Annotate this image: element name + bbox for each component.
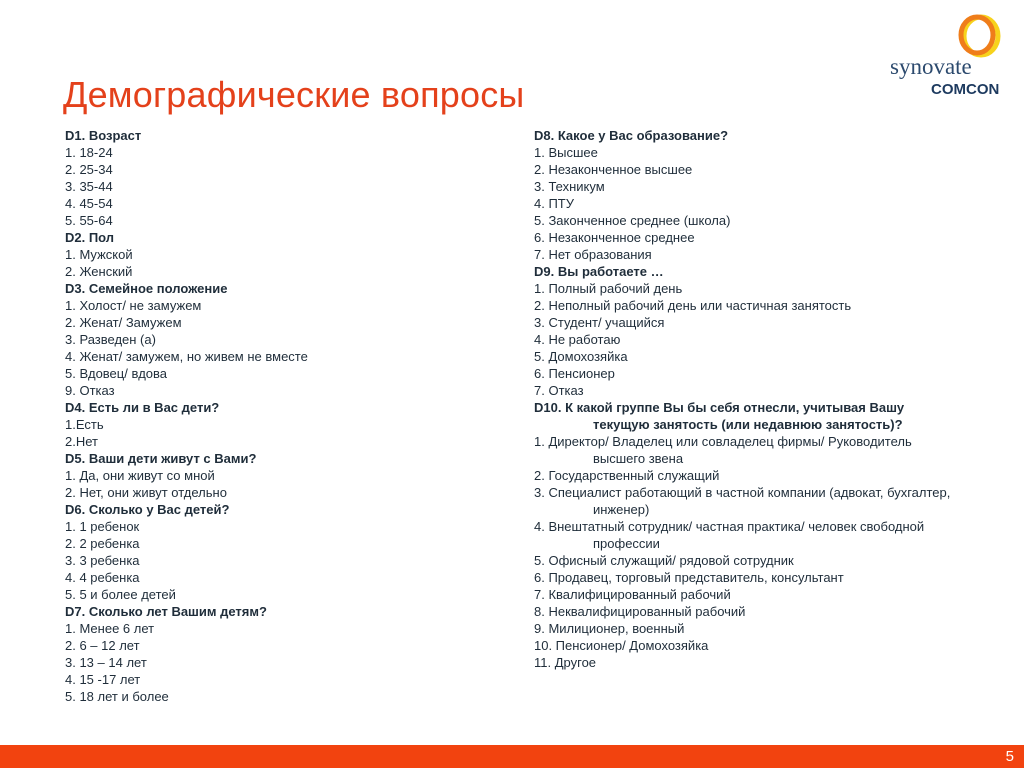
answer-option: 5. Законченное среднее (школа): [534, 213, 731, 228]
svg-text:COMCON: COMCON: [931, 81, 1000, 98]
answer-option: профессии: [593, 536, 660, 551]
answer-option: 3. 3 ребенка: [65, 553, 140, 568]
page-number: 5: [1005, 748, 1014, 765]
answer-option: 9. Милиционер, военный: [534, 621, 685, 636]
synovate-comcon-logo: [886, 10, 1016, 100]
answer-option: 4. Внештатный сотрудник/ частная практика/ человек свободной: [534, 519, 925, 534]
answer-option: 5. 5 и более детей: [65, 587, 176, 602]
answer-option: 3. Техникум: [534, 179, 605, 194]
question-heading: D10. К какой группе Вы бы себя отнесли, учитывая Вашу: [534, 400, 905, 415]
question-heading: D4. Есть ли в Вас дети?: [65, 400, 220, 415]
answer-option: 2. Государственный служащий: [534, 468, 720, 483]
answer-option: 7. Квалифицированный рабочий: [534, 587, 731, 602]
question-heading: D9. Вы работаете …: [534, 264, 664, 279]
answer-option: 5. 55-64: [65, 213, 113, 228]
right-question-column: [534, 127, 1004, 671]
logo-rings-icon: [886, 10, 1016, 100]
answer-option: 2. Женский: [65, 264, 133, 279]
answer-option: 8. Неквалифицированный рабочий: [534, 604, 746, 619]
question-heading: D8. Какое у Вас образование?: [534, 128, 729, 143]
answer-option: 2. 2 ребенка: [65, 536, 140, 551]
answer-option: высшего звена: [593, 451, 684, 466]
answer-option: 2. Нет, они живут отдельно: [65, 485, 227, 500]
answer-option: 1. Холост/ не замужем: [65, 298, 202, 313]
answer-option: 2. Неполный рабочий день или частичная занятость: [534, 298, 852, 313]
answer-option: 2. 6 – 12 лет: [65, 638, 140, 653]
answer-option: 3. Разведен (а): [65, 332, 156, 347]
answer-option: 1.Есть: [65, 417, 104, 432]
answer-option: 5. 18 лет и более: [65, 689, 169, 704]
answer-option: 5. Домохозяйка: [534, 349, 628, 364]
answer-option: 2.Нет: [65, 434, 98, 449]
answer-option: 3. 13 – 14 лет: [65, 655, 147, 670]
answer-option: 10. Пенсионер/ Домохозяйка: [534, 638, 709, 653]
question-heading: D2. Пол: [65, 230, 115, 245]
answer-option: 4. 4 ребенка: [65, 570, 140, 585]
footer-bar: [0, 745, 1024, 768]
answer-option: 2. Незаконченное высшее: [534, 162, 693, 177]
question-heading: текущую занятость (или недавнюю занятость)?: [593, 417, 903, 432]
answer-option: 4. 15 -17 лет: [65, 672, 141, 687]
answer-option: 1. Полный рабочий день: [534, 281, 683, 296]
answer-option: 3. 35-44: [65, 179, 113, 194]
answer-option: 1. Мужской: [65, 247, 133, 262]
answer-option: 4. ПТУ: [534, 196, 574, 211]
answer-option: 6. Незаконченное среднее: [534, 230, 695, 245]
answer-option: 11. Другое: [534, 655, 597, 670]
answer-option: 3. Специалист работающий в частной компании (адвокат, бухгалтер,: [534, 485, 951, 500]
svg-text:synovate: synovate: [890, 54, 972, 79]
answer-option: 2. Женат/ Замужем: [65, 315, 182, 330]
answer-option: 6. Пенсионер: [534, 366, 615, 381]
answer-option: 1. Директор/ Владелец или совладелец фирмы/ Руководитель: [534, 434, 912, 449]
answer-option: 1. 18-24: [65, 145, 113, 160]
question-heading: D7. Сколько лет Вашим детям?: [65, 604, 267, 619]
question-heading: D3. Семейное положение: [65, 281, 228, 296]
answer-option: 1. Высшее: [534, 145, 598, 160]
question-heading: D5. Ваши дети живут с Вами?: [65, 451, 257, 466]
answer-option: 7. Отказ: [534, 383, 584, 398]
answer-option: 1. Менее 6 лет: [65, 621, 155, 636]
answer-option: 7. Нет образования: [534, 247, 652, 262]
answer-option: 5. Офисный служащий/ рядовой сотрудник: [534, 553, 794, 568]
answer-option: 1. 1 ребенок: [65, 519, 140, 534]
question-heading: D1. Возраст: [65, 128, 142, 143]
answer-option: 6. Продавец, торговый представитель, консультант: [534, 570, 844, 585]
answer-option: 4. 45-54: [65, 196, 113, 211]
answer-option: 1. Да, они живут со мной: [65, 468, 215, 483]
answer-option: 4. Женат/ замужем, но живем не вместе: [65, 349, 308, 364]
question-heading: D6. Сколько у Вас детей?: [65, 502, 230, 517]
left-question-column: [65, 127, 505, 705]
answer-option: 4. Не работаю: [534, 332, 621, 347]
answer-option: 3. Студент/ учащийся: [534, 315, 665, 330]
answer-option: 9. Отказ: [65, 383, 115, 398]
answer-option: 2. 25-34: [65, 162, 113, 177]
answer-option: инженер): [593, 502, 650, 517]
answer-option: 5. Вдовец/ вдова: [65, 366, 168, 381]
slide-title: Демографические вопросы: [63, 74, 525, 115]
